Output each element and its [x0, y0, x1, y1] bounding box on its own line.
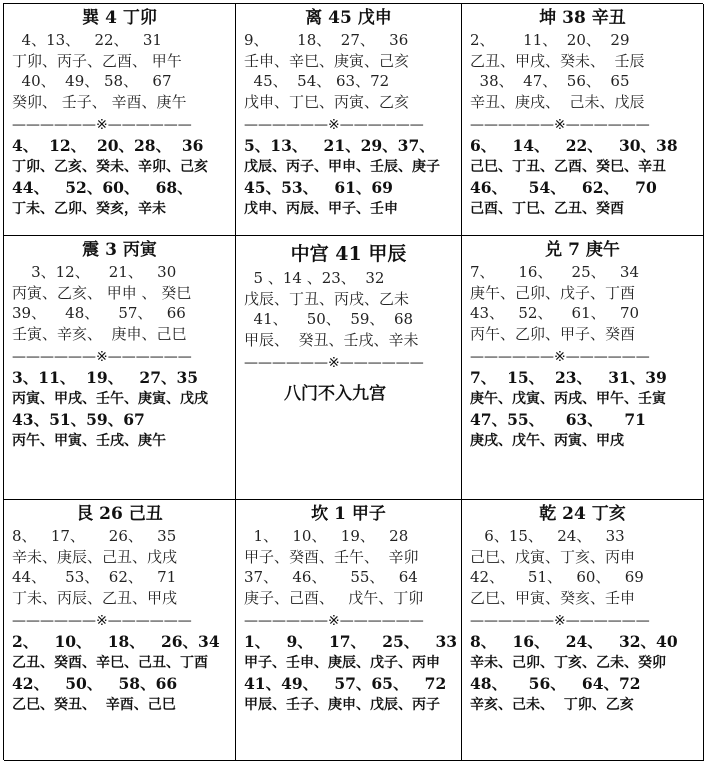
upper-line: 丁卯、丙子、乙酉、 甲午	[12, 51, 182, 70]
upper-line: 丙寅、乙亥、 甲申 、 癸巳	[12, 283, 192, 302]
palace-title: 巽 4 丁卯	[82, 8, 157, 28]
upper-line: 5 、14 、23、 32	[244, 269, 385, 287]
upper-line: 癸卯、 壬子、 辛酉、庚午	[12, 92, 187, 111]
upper-line: 甲辰、 癸丑、壬戌、辛未	[244, 330, 419, 349]
palace-cell-li	[236, 4, 462, 236]
palace-title: 离 45 戊申	[305, 8, 392, 28]
palace-cell-qian	[462, 500, 704, 761]
upper-line: 42、 51、 60、 69	[470, 568, 644, 586]
lower-line: 5、13、 21、29、37、	[244, 136, 435, 155]
lower-line: 丁未、乙卯、癸亥，辛未	[12, 201, 166, 217]
upper-line: 8、 17、 26、 35	[12, 527, 177, 545]
palace-title: 震 3 丙寅	[82, 240, 157, 260]
upper-line: 2、 11、 20、 29	[470, 31, 630, 49]
upper-line: 乙巳、甲寅、癸亥、壬申	[470, 588, 636, 607]
separator-line: ——————※——————	[470, 117, 650, 133]
upper-line: 戊辰、丁丑、丙戌、乙未	[244, 289, 410, 308]
separator-line: ——————※——————	[12, 349, 192, 365]
lower-line: 辛亥、己未、 丁卯、乙亥	[470, 697, 634, 713]
lower-line: 乙巳、癸丑、 辛酉、己巳	[12, 697, 176, 713]
palace-cell-kun	[462, 4, 704, 236]
palace-title: 兑 7 庚午	[545, 240, 620, 260]
separator-line: ——————※——————	[12, 613, 192, 629]
separator-line: ——————※——————	[244, 355, 424, 371]
lower-line: 43、51、59、67	[12, 410, 145, 429]
lower-line: 庚戌、戊午、丙寅、甲戌	[470, 433, 624, 449]
upper-line: 7、 16、 25、 34	[470, 263, 640, 281]
upper-line: 45、 54、 63、72	[244, 72, 390, 90]
center-note: 八门不入九宫	[284, 384, 386, 404]
lower-line: 戊申、丙辰、甲子、壬申	[244, 201, 398, 217]
upper-line: 庚午、己卯、戊子、丁酉	[470, 283, 636, 302]
upper-line: 37、 46、 55、 64	[244, 568, 418, 586]
separator-line: ——————※——————	[244, 613, 424, 629]
lower-line: 己巳、丁丑、乙酉、癸巳、辛丑	[470, 159, 666, 175]
upper-line: 戊申、丁巳、丙寅、乙亥	[244, 92, 410, 111]
lower-line: 乙丑、癸酉、辛巳、己丑、丁酉	[12, 655, 208, 671]
lower-line: 44、 52、60、 68、	[12, 178, 193, 197]
upper-line: 甲子、癸酉、壬午、 辛卯	[244, 547, 419, 566]
upper-line: 1、 10、 19、 28	[244, 527, 409, 545]
lower-line: 丙午、甲寅、壬戌、庚午	[12, 433, 166, 449]
lower-line: 7、 15、 23、 31、39	[470, 368, 667, 387]
upper-line: 6、15、 24、 33	[470, 527, 625, 545]
upper-line: 壬寅、辛亥、 庚申、己巳	[12, 324, 187, 343]
lower-line: 甲子、壬申、庚辰、戊子、丙申	[244, 655, 440, 671]
lower-line: 41、49、 57、65、 72	[244, 674, 447, 693]
upper-line: 庚子、己酉、 戊午、丁卯	[244, 588, 424, 607]
upper-line: 9、 18、 27、 36	[244, 31, 409, 49]
separator-line: ——————※——————	[470, 613, 650, 629]
lower-line: 47、55、 63、 71	[470, 410, 646, 429]
upper-line: 辛丑、庚戌、 己未、戊辰	[470, 92, 645, 111]
upper-line: 44、 53、 62、 71	[12, 568, 177, 586]
lower-line: 丙寅、甲戌、壬午、庚寅、戊戌	[12, 391, 208, 407]
upper-line: 38、 47、 56、 65	[470, 72, 630, 90]
lower-line: 6、 14、 22、 30、38	[470, 136, 678, 155]
lower-line: 46、 54、 62、 70	[470, 178, 657, 197]
lower-line: 庚午、戊寅、丙戌、甲午、壬寅	[470, 391, 666, 407]
palace-title: 坤 38 辛丑	[539, 8, 626, 28]
lower-line: 己酉、丁巳、乙丑、癸酉	[470, 201, 624, 217]
lower-line: 戊辰、丙子、甲申、壬辰、庚子	[244, 159, 440, 175]
nine-palace-grid	[3, 3, 703, 760]
upper-line: 41、 50、 59、 68	[244, 310, 414, 328]
upper-line: 辛未、庚辰、己丑、戊戌	[12, 547, 178, 566]
palace-cell-gen	[4, 500, 236, 761]
palace-cell-xun	[4, 4, 236, 236]
palace-title: 坎 1 甲子	[311, 504, 386, 524]
upper-line: 40、 49、 58、 67	[12, 72, 172, 90]
separator-line: ——————※——————	[470, 349, 650, 365]
lower-line: 3、11、 19、 27、35	[12, 368, 199, 387]
lower-line: 2、 10、 18、 26、34	[12, 632, 220, 651]
upper-line: 43、 52、 61、 70	[470, 304, 640, 322]
upper-line: 4、13、 22、 31	[12, 31, 162, 49]
lower-line: 48、 56、 64、72	[470, 674, 641, 693]
upper-line: 丁未、丙辰、乙丑、甲戌	[12, 588, 178, 607]
separator-line: ——————※——————	[244, 117, 424, 133]
palace-cell-zhen	[4, 236, 236, 500]
lower-line: 42、 50、 58、66	[12, 674, 178, 693]
lower-line: 45、53、 61、69	[244, 178, 393, 197]
separator-line: ——————※——————	[12, 117, 192, 133]
palace-cell-kan	[236, 500, 462, 761]
palace-title: 中宫 41 甲辰	[290, 243, 407, 265]
palace-cell-dui	[462, 236, 704, 500]
lower-line: 4、 12、 20、28、 36	[12, 136, 204, 155]
upper-line: 3、12、 21、 30	[12, 263, 177, 281]
upper-line: 丙午、乙卯、甲子、癸酉	[470, 324, 636, 343]
lower-line: 8、 16、 24、 32、40	[470, 632, 678, 651]
palace-cell-center	[236, 236, 462, 500]
upper-line: 壬申、辛巳、庚寅、己亥	[244, 51, 410, 70]
palace-title: 乾 24 丁亥	[539, 504, 626, 524]
palace-title: 艮 26 己丑	[76, 504, 163, 524]
lower-line: 甲辰、壬子、庚申、戊辰、丙子	[244, 697, 440, 713]
upper-line: 己巳、戊寅、丁亥、丙申	[470, 547, 636, 566]
upper-line: 乙丑、甲戌、癸未、 壬辰	[470, 51, 645, 70]
lower-line: 丁卯、乙亥、癸未、辛卯、己亥	[12, 159, 208, 175]
upper-line: 39、 48、 57、 66	[12, 304, 186, 322]
lower-line: 1、 9、 17、 25、 33	[244, 632, 458, 651]
lower-line: 辛未、己卯、丁亥、乙未、癸卯	[470, 655, 666, 671]
